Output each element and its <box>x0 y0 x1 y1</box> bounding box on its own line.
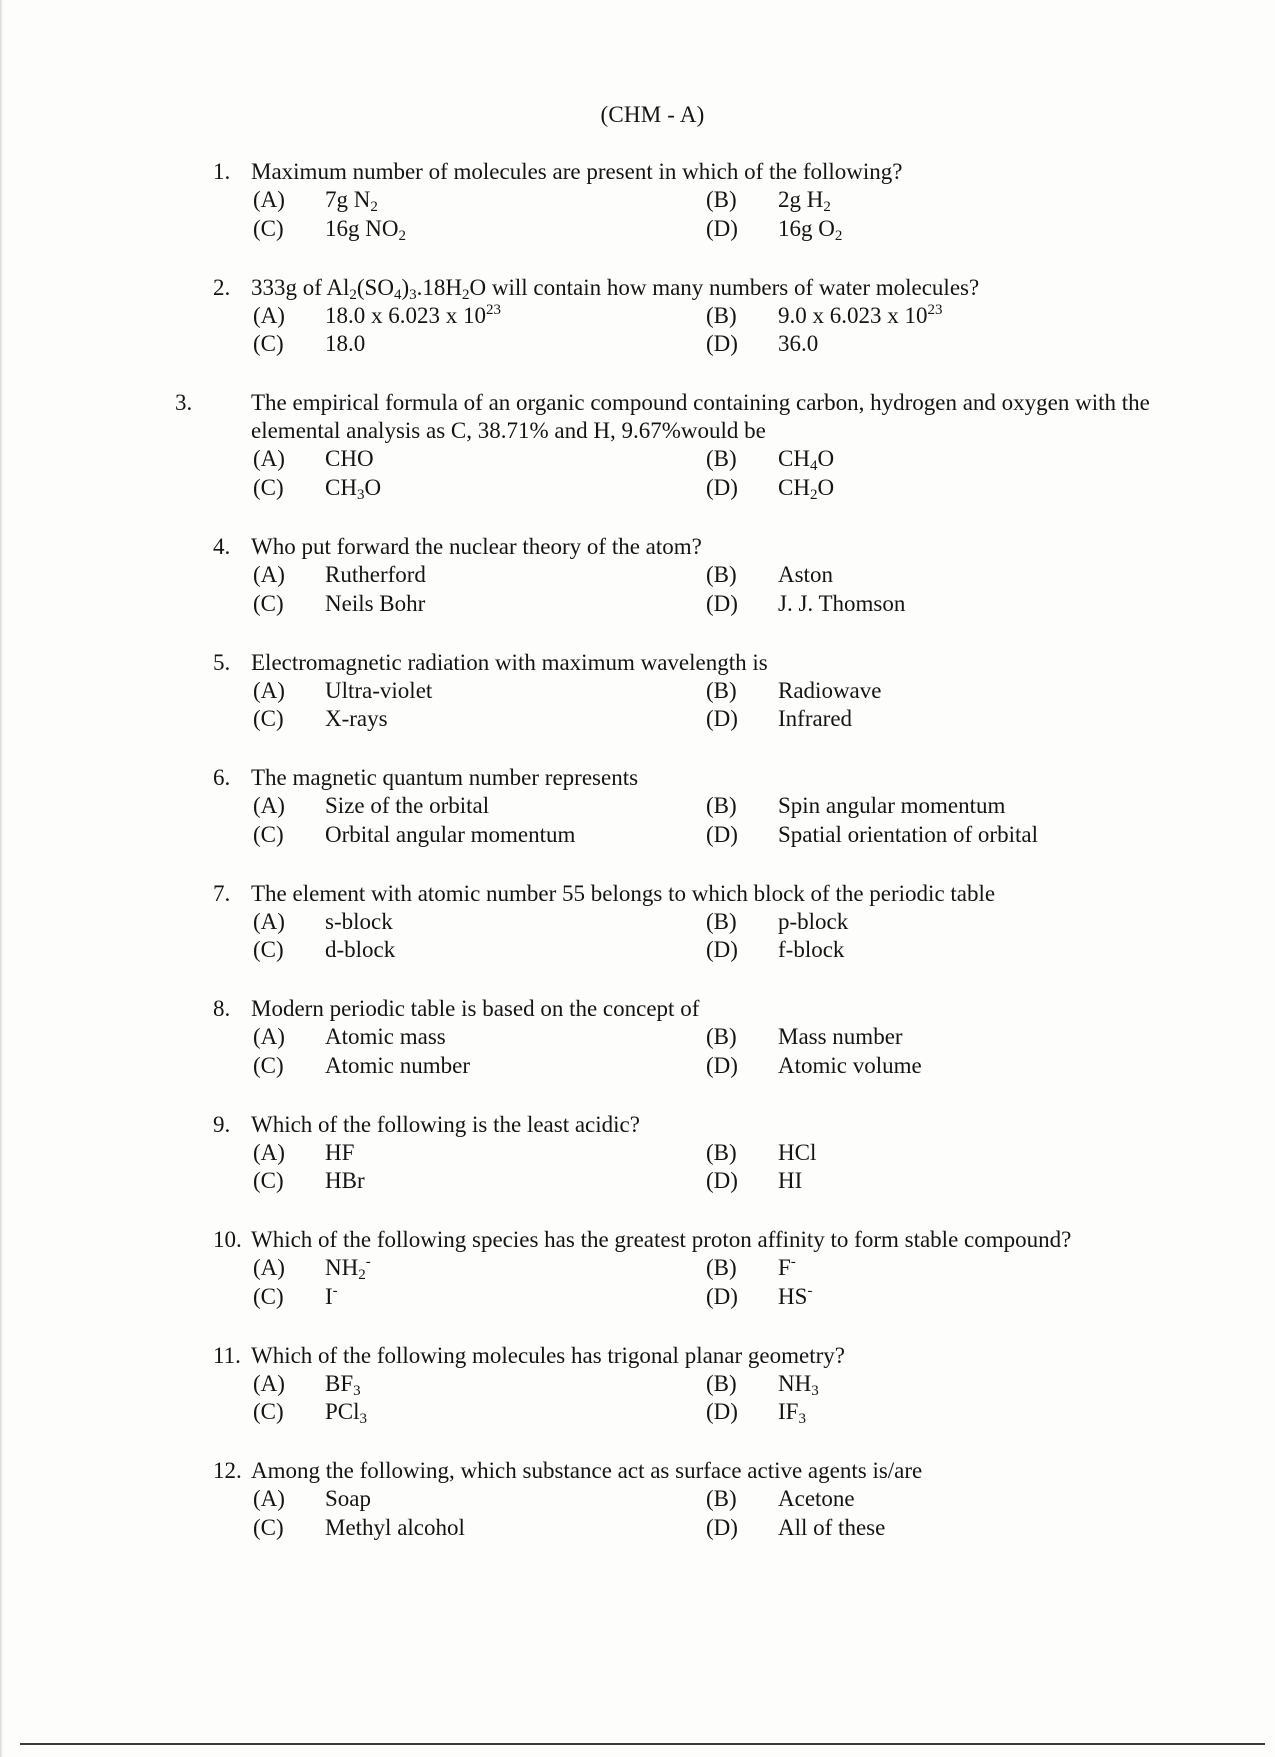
option-letter: (D) <box>706 821 738 847</box>
option-text: p-block <box>778 908 849 934</box>
question-8 <box>213 995 1173 1111</box>
option-letter: (D) <box>706 474 738 500</box>
question-text <box>213 764 1173 792</box>
option-letter: (D) <box>706 1283 738 1309</box>
option-text: $NH_2^-$ <box>325 1254 371 1283</box>
question-10 <box>213 1226 1173 1342</box>
option-letter: (C) <box>253 331 284 356</box>
option-text: $NH_3$ <box>778 1370 819 1399</box>
option-letter: (C) <box>253 1052 284 1078</box>
question-body: The element with atomic number 55 belongs to which block of the periodic table <box>251 880 996 906</box>
option-letter: (A) <box>253 562 285 587</box>
option-letter: (A) <box>253 1024 285 1049</box>
option-letter: (B) <box>706 1370 737 1396</box>
option-text: PCl$_3$ <box>325 1399 368 1427</box>
question-9 <box>213 1111 1173 1227</box>
question-1 <box>213 158 1173 274</box>
option-text: I- <box>325 1282 338 1309</box>
option-text: $IF_3$ <box>778 1399 806 1427</box>
question-number: 11. <box>213 1342 241 1368</box>
option-text: Rutherford <box>325 562 426 587</box>
option-letter: (A) <box>253 1255 285 1280</box>
question-number: 12. <box>213 1458 242 1483</box>
option-row <box>213 561 1173 590</box>
option-row <box>213 1167 1173 1196</box>
option-text: Atomic volume <box>778 1052 922 1078</box>
option-row <box>213 302 1173 331</box>
question-text <box>213 1342 1173 1370</box>
option-row <box>213 1398 1173 1427</box>
question-number: 10. <box>213 1227 242 1252</box>
option-text: HI <box>778 1168 803 1193</box>
option-text: $CH_3O$ <box>325 474 382 503</box>
option-text: Soap <box>325 1486 371 1511</box>
option-text: Spin angular momentum <box>778 793 1006 818</box>
option-letter: (B) <box>706 908 737 934</box>
option-text: CHO <box>325 446 374 471</box>
question-number: 3. <box>175 390 193 415</box>
question-4 <box>213 533 1173 649</box>
option-text: HF <box>325 1139 355 1165</box>
option-letter: (A) <box>253 1139 285 1165</box>
option-text: All of these <box>778 1514 886 1540</box>
option-letter: (A) <box>253 1486 285 1511</box>
option-row <box>213 792 1173 821</box>
option-letter: (A) <box>253 793 285 818</box>
option-row <box>213 705 1173 734</box>
option-row <box>213 1023 1173 1052</box>
option-letter: (C) <box>253 1514 284 1540</box>
option-row <box>213 1514 1173 1543</box>
option-text: 16g $O_2$ <box>778 215 843 244</box>
option-letter: (C) <box>253 474 284 500</box>
option-text: Size of the orbital <box>325 793 490 818</box>
option-text: 18.0 x 6.023 x $10^{23}$ <box>325 301 501 328</box>
option-text: Methyl alcohol <box>325 1514 465 1540</box>
option-text: $CH_4O$ <box>778 446 835 474</box>
option-letter: (A) <box>253 1370 285 1396</box>
question-text <box>213 274 1173 302</box>
question-text <box>213 1457 1173 1485</box>
question-2 <box>213 274 1173 390</box>
option-row <box>213 1370 1173 1399</box>
option-letter: (D) <box>706 937 738 962</box>
question-text <box>213 1226 1173 1254</box>
option-letter: (D) <box>706 1168 738 1193</box>
option-letter: (D) <box>706 706 738 731</box>
option-letter: (A) <box>253 677 285 703</box>
option-row <box>213 908 1173 937</box>
option-text: Spatial orientation of orbital <box>778 821 1038 847</box>
option-row <box>213 330 1173 359</box>
option-text: Radiowave <box>778 677 882 703</box>
option-text: HBr <box>325 1168 365 1193</box>
question-number: 1. <box>213 159 231 184</box>
option-letter: (C) <box>253 215 284 241</box>
option-row <box>213 936 1173 965</box>
option-text: d-block <box>325 937 396 962</box>
option-text: Mass number <box>778 1024 903 1049</box>
question-text <box>213 533 1173 561</box>
option-text: 36.0 <box>778 331 819 356</box>
question-text <box>213 1111 1173 1139</box>
question-11 <box>213 1342 1173 1458</box>
option-letter: (B) <box>706 793 737 818</box>
option-letter: (D) <box>706 1052 738 1078</box>
option-letter: (B) <box>706 1255 737 1280</box>
option-text: 16g $NO_2$ <box>325 215 406 244</box>
option-row <box>213 445 1173 474</box>
option-letter: (D) <box>706 215 738 241</box>
option-text: $BF_3$ <box>325 1370 361 1399</box>
option-text: Ultra-violet <box>325 677 433 703</box>
option-text: s-block <box>325 908 393 934</box>
option-letter: (B) <box>706 562 737 587</box>
option-text: Orbital angular momentum <box>325 821 576 847</box>
question-text <box>175 389 1211 445</box>
option-letter: (A) <box>253 187 285 212</box>
option-text: Atomic number <box>325 1052 470 1078</box>
question-number: 2. <box>213 274 231 300</box>
option-letter: (B) <box>706 1486 737 1511</box>
question-number: 4. <box>213 534 231 559</box>
question-12 <box>213 1457 1173 1573</box>
option-text: Aston <box>778 562 833 587</box>
option-row <box>213 1283 1173 1312</box>
option-row <box>213 1254 1173 1283</box>
option-letter: (C) <box>253 821 284 847</box>
question-number: 6. <box>213 765 231 790</box>
option-text: F- <box>778 1254 796 1280</box>
option-letter: (B) <box>706 302 737 328</box>
option-text: J. J. Thomson <box>778 590 906 616</box>
option-letter: (B) <box>706 1024 737 1049</box>
question-body: 333g of $Al_2(SO_4)_3.18H_2O$ will contain how many numbers of water molecules? <box>251 274 980 303</box>
option-text: $CH_2O$ <box>778 474 835 503</box>
option-letter: (C) <box>253 1283 284 1309</box>
question-body: Maximum number of molecules are present in which of the following? <box>251 159 903 184</box>
question-number: 9. <box>213 1111 231 1137</box>
question-number: 5. <box>213 649 231 675</box>
question-body: Which of the following molecules has trigonal planar geometry? <box>251 1342 845 1368</box>
option-row <box>213 474 1173 503</box>
question-list <box>175 158 1173 1573</box>
question-body: Who put forward the nuclear theory of the atom? <box>251 534 702 559</box>
option-letter: (B) <box>706 187 737 212</box>
option-row <box>213 1139 1173 1168</box>
question-number: 7. <box>213 880 231 906</box>
question-body: The empirical formula of an organic compound containing carbon, hydrogen and oxygen with the elemental analysis as C, 38.71% and H, 9.67%would be <box>251 390 1150 443</box>
question-6 <box>213 764 1173 880</box>
option-text: X-rays <box>325 706 388 731</box>
option-row <box>213 677 1173 706</box>
option-text: 18.0 <box>325 331 366 356</box>
question-body: Modern periodic table is based on the concept of <box>251 996 700 1021</box>
option-text: Infrared <box>778 706 853 731</box>
question-5 <box>213 649 1173 765</box>
option-row <box>213 215 1173 244</box>
option-row <box>213 1052 1173 1081</box>
option-text: Atomic mass <box>325 1024 446 1049</box>
question-body: The magnetic quantum number represents <box>251 765 639 790</box>
option-letter: (C) <box>253 937 284 962</box>
scan-edge-shadow <box>0 0 3 1757</box>
option-letter: (D) <box>706 331 738 356</box>
question-7 <box>213 880 1173 996</box>
option-letter: (D) <box>706 1399 738 1424</box>
question-text <box>213 880 1173 908</box>
option-row <box>213 590 1173 619</box>
option-letter: (B) <box>706 1139 737 1165</box>
bottom-rule <box>20 1743 1265 1745</box>
option-text: Acetone <box>778 1486 855 1511</box>
option-letter: (B) <box>706 446 737 471</box>
option-letter: (C) <box>253 1168 284 1193</box>
option-text: 7g $N_2$ <box>325 187 378 215</box>
question-body: Which of the following is the least acidic? <box>251 1111 640 1137</box>
option-letter: (C) <box>253 590 284 616</box>
option-letter: (C) <box>253 706 284 731</box>
option-text: HS- <box>778 1282 813 1309</box>
option-text: Neils Bohr <box>325 590 426 616</box>
paper-header: (CHM - A) <box>600 102 705 127</box>
question-3 <box>175 389 1173 533</box>
option-letter: (D) <box>706 590 738 616</box>
option-letter: (D) <box>706 1514 738 1540</box>
question-text <box>213 158 1173 186</box>
option-letter: (A) <box>253 908 285 934</box>
option-letter: (B) <box>706 677 737 703</box>
question-text <box>213 995 1173 1023</box>
option-letter: (A) <box>253 302 285 328</box>
option-text: 9.0 x 6.023 x $10^{23}$ <box>778 301 943 328</box>
option-text: f-block <box>778 937 845 962</box>
question-number: 8. <box>213 996 231 1021</box>
option-letter: (A) <box>253 446 285 471</box>
option-row <box>213 186 1173 215</box>
option-letter: (C) <box>253 1399 284 1424</box>
option-text: 2g $H_2$ <box>778 187 831 215</box>
question-body: Electromagnetic radiation with maximum wavelength is <box>251 649 768 675</box>
question-body: Which of the following species has the greatest proton affinity to form stable compound? <box>251 1227 1072 1252</box>
question-text <box>213 649 1173 677</box>
option-text: HCl <box>778 1139 817 1165</box>
option-row <box>213 1485 1173 1514</box>
question-body: Among the following, which substance act as surface active agents is/are <box>251 1458 923 1483</box>
option-row <box>213 821 1173 850</box>
